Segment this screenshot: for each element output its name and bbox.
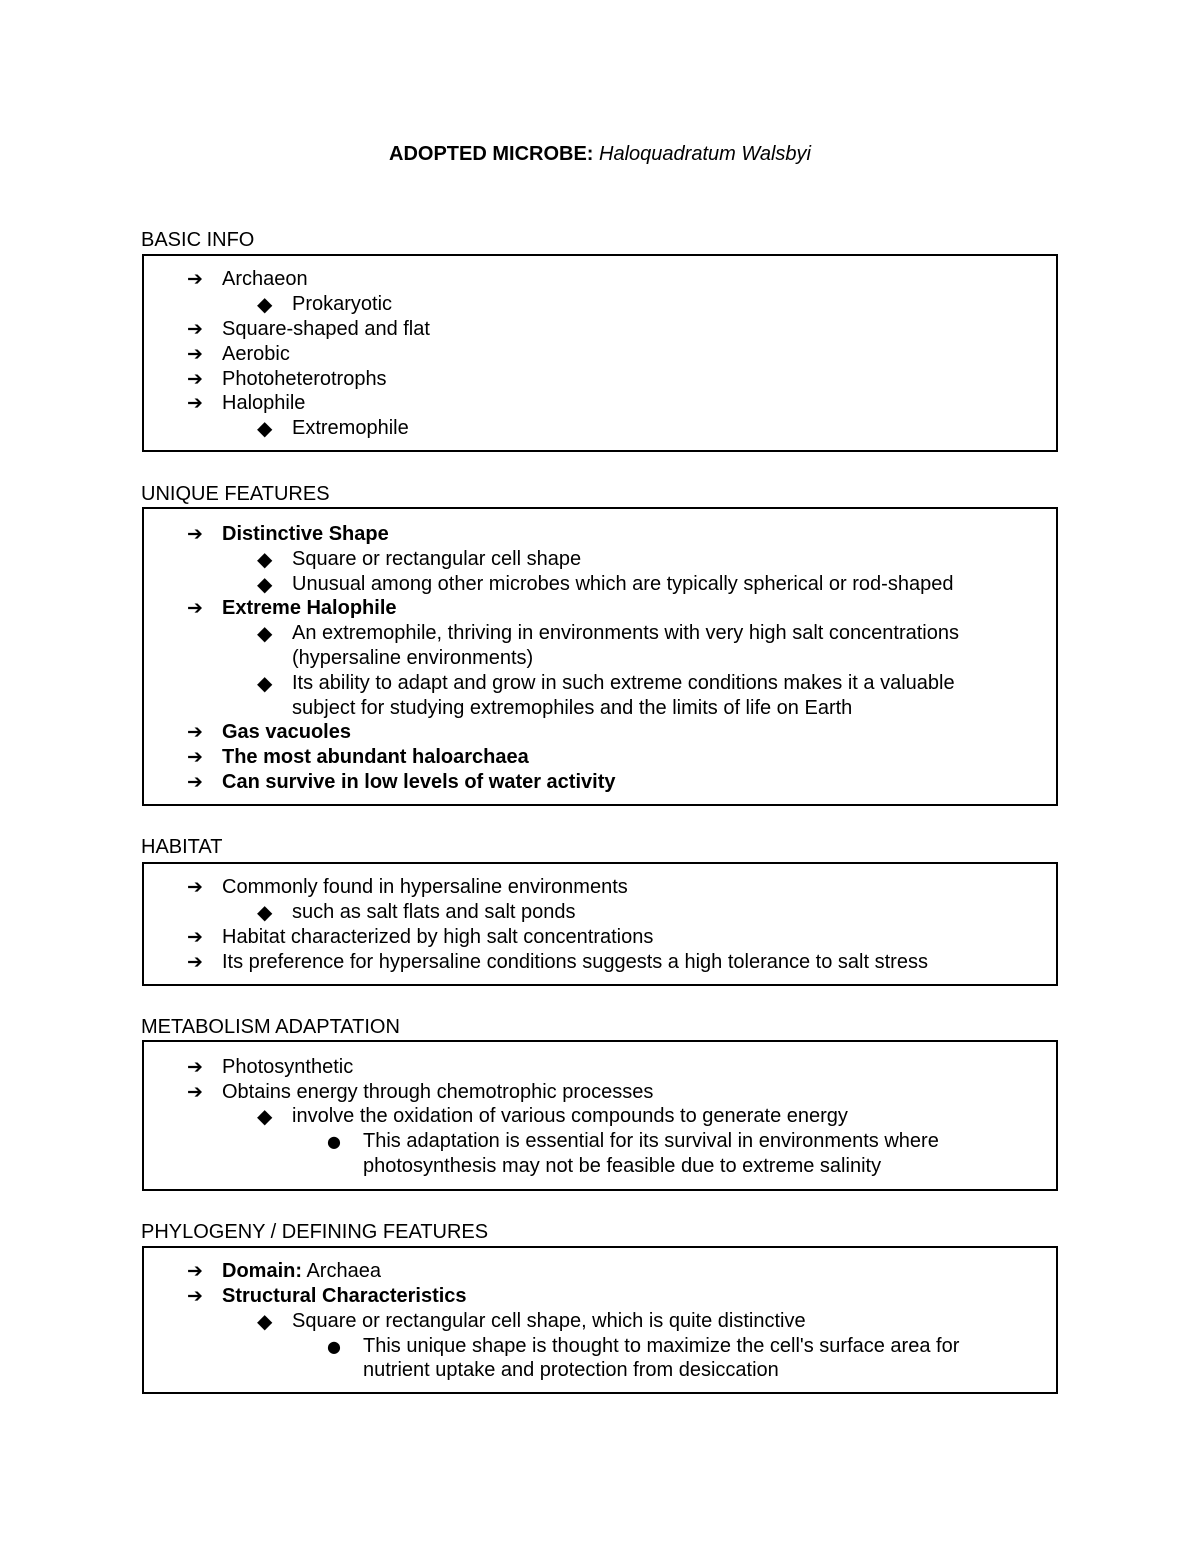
diamond-bullet-icon: ◆ bbox=[257, 547, 273, 571]
diamond-bullet-icon: ◆ bbox=[257, 292, 273, 316]
domain-label: Domain: bbox=[222, 1260, 302, 1282]
diamond-bullet-icon: ◆ bbox=[257, 416, 273, 440]
arrow-bullet-icon: ➔ bbox=[187, 876, 203, 898]
section-heading-basic-info: BASIC INFO bbox=[141, 229, 255, 251]
microbe-name: Haloquadratum Walsbyi bbox=[599, 143, 811, 165]
diamond-bullet-icon: ◆ bbox=[257, 1104, 273, 1128]
diamond-bullet-icon: ◆ bbox=[257, 1309, 273, 1333]
section-heading-habitat: HABITAT bbox=[141, 836, 223, 858]
arrow-bullet-icon: ➔ bbox=[187, 926, 203, 948]
dot-bullet-icon: ● bbox=[327, 1337, 341, 1356]
arrow-bullet-icon: ➔ bbox=[187, 771, 203, 793]
diamond-bullet-icon: ◆ bbox=[257, 671, 273, 695]
arrow-bullet-icon: ➔ bbox=[187, 368, 203, 390]
document-title bbox=[0, 141, 1200, 167]
arrow-bullet-icon: ➔ bbox=[187, 318, 203, 340]
diamond-bullet-icon: ◆ bbox=[257, 621, 273, 645]
arrow-bullet-icon: ➔ bbox=[187, 1285, 203, 1307]
arrow-bullet-icon: ➔ bbox=[187, 392, 203, 414]
diamond-bullet-icon: ◆ bbox=[257, 900, 273, 924]
arrow-bullet-icon: ➔ bbox=[187, 1260, 203, 1282]
section-heading-phylogeny: PHYLOGENY / DEFINING FEATURES bbox=[141, 1221, 489, 1243]
domain-value: Archaea bbox=[306, 1260, 381, 1282]
arrow-bullet-icon: ➔ bbox=[187, 1056, 203, 1078]
arrow-bullet-icon: ➔ bbox=[187, 951, 203, 973]
section-heading-metabolism: METABOLISM ADAPTATION bbox=[141, 1016, 400, 1038]
arrow-bullet-icon: ➔ bbox=[187, 597, 203, 619]
arrow-bullet-icon: ➔ bbox=[187, 746, 203, 768]
section-heading-unique-features: UNIQUE FEATURES bbox=[141, 483, 330, 505]
dot-bullet-icon: ● bbox=[327, 1132, 341, 1151]
arrow-bullet-icon: ➔ bbox=[187, 1081, 203, 1103]
arrow-bullet-icon: ➔ bbox=[187, 343, 203, 365]
diamond-bullet-icon: ◆ bbox=[257, 572, 273, 596]
arrow-bullet-icon: ➔ bbox=[187, 721, 203, 743]
title-lead: ADOPTED MICROBE: bbox=[389, 143, 594, 165]
arrow-bullet-icon: ➔ bbox=[187, 268, 203, 290]
arrow-bullet-icon: ➔ bbox=[187, 523, 203, 545]
